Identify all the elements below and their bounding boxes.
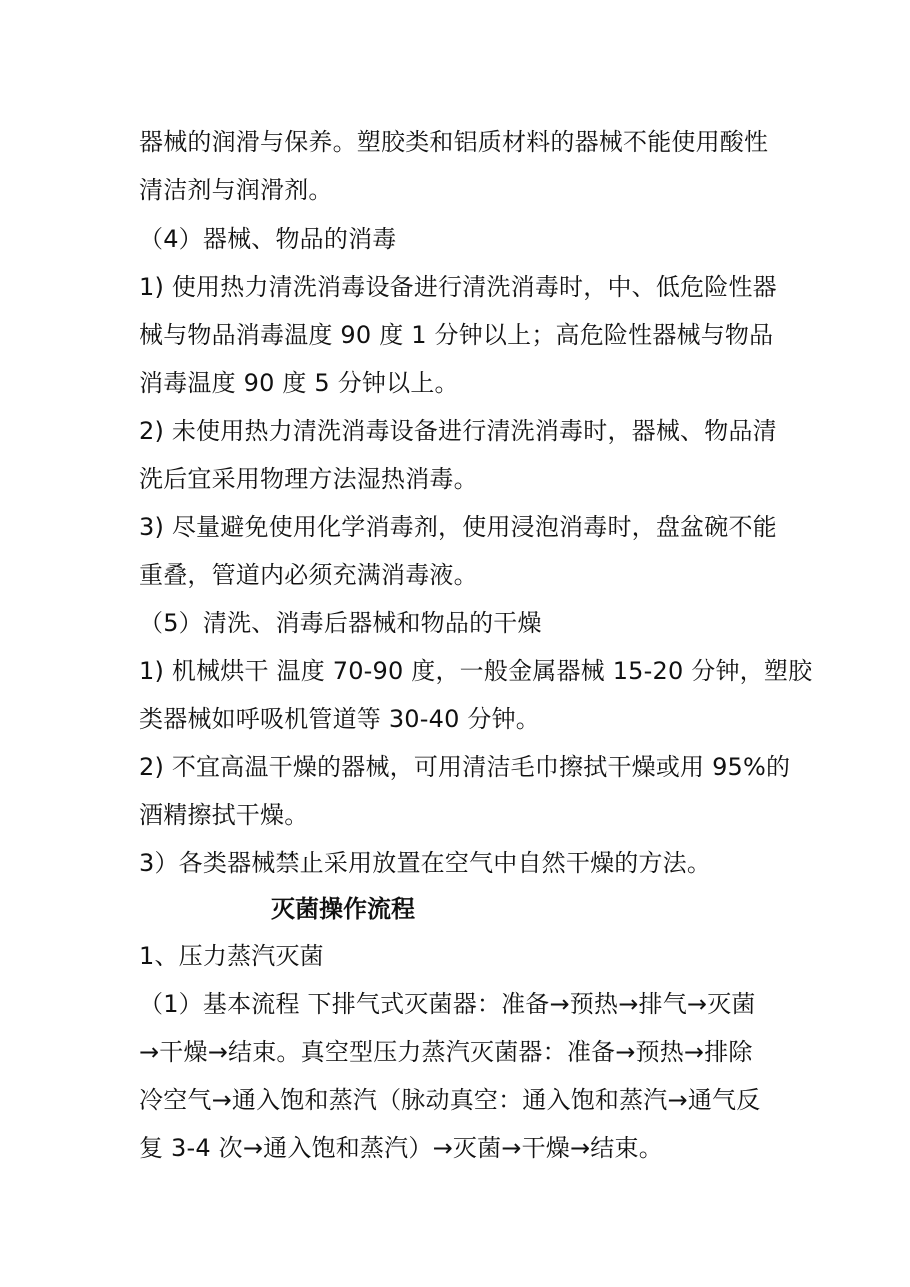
text-line: 酒精擦拭干燥。	[139, 801, 309, 829]
text-line: 清洁剂与润滑剂。	[139, 176, 333, 204]
text-line: 冷空气→通入饱和蒸汽（脉动真空：通入饱和蒸汽→通气反	[139, 1086, 761, 1114]
text-line: 复 3-4 次→通入饱和蒸汽）→灭菌→干燥→结束。	[139, 1134, 663, 1162]
text-line: 消毒温度 90 度 5 分钟以上。	[139, 369, 459, 397]
text-line: 2) 未使用热力清洗消毒设备进行清洗消毒时，器械、物品清	[139, 417, 777, 445]
section-heading-5: （5）清洗、消毒后器械和物品的干燥	[139, 609, 542, 637]
page-title: 灭菌操作流程	[271, 895, 415, 923]
text-line: 3）各类器械禁止采用放置在空气中自然干燥的方法。	[139, 849, 712, 877]
text-line: 1) 机械烘干 温度 70-90 度，一般金属器械 15-20 分钟，塑胶	[139, 657, 813, 685]
section-heading-1: 1、压力蒸汽灭菌	[139, 942, 324, 970]
text-line: （1）基本流程 下排气式灭菌器：准备→预热→排气→灭菌	[139, 990, 756, 1018]
text-line: 1) 使用热力清洗消毒设备进行清洗消毒时，中、低危险性器	[139, 273, 777, 301]
text-line: 洗后宜采用物理方法湿热消毒。	[139, 465, 478, 493]
text-line: 3) 尽量避免使用化学消毒剂，使用浸泡消毒时，盘盆碗不能	[139, 513, 777, 541]
section-heading-4: （4）器械、物品的消毒	[139, 225, 397, 253]
text-line: 器械的润滑与保养。塑胶类和铝质材料的器械不能使用酸性	[139, 128, 769, 156]
text-line: 类器械如呼吸机管道等 30-40 分钟。	[139, 705, 540, 733]
text-line: 2) 不宜高温干燥的器械，可用清洁毛巾擦拭干燥或用 95%的	[139, 753, 791, 781]
text-line: 械与物品消毒温度 90 度 1 分钟以上；高危险性器械与物品	[139, 321, 774, 349]
text-line: 重叠，管道内必须充满消毒液。	[139, 561, 478, 589]
text-line: →干燥→结束。真空型压力蒸汽灭菌器：准备→预热→排除	[139, 1038, 753, 1066]
